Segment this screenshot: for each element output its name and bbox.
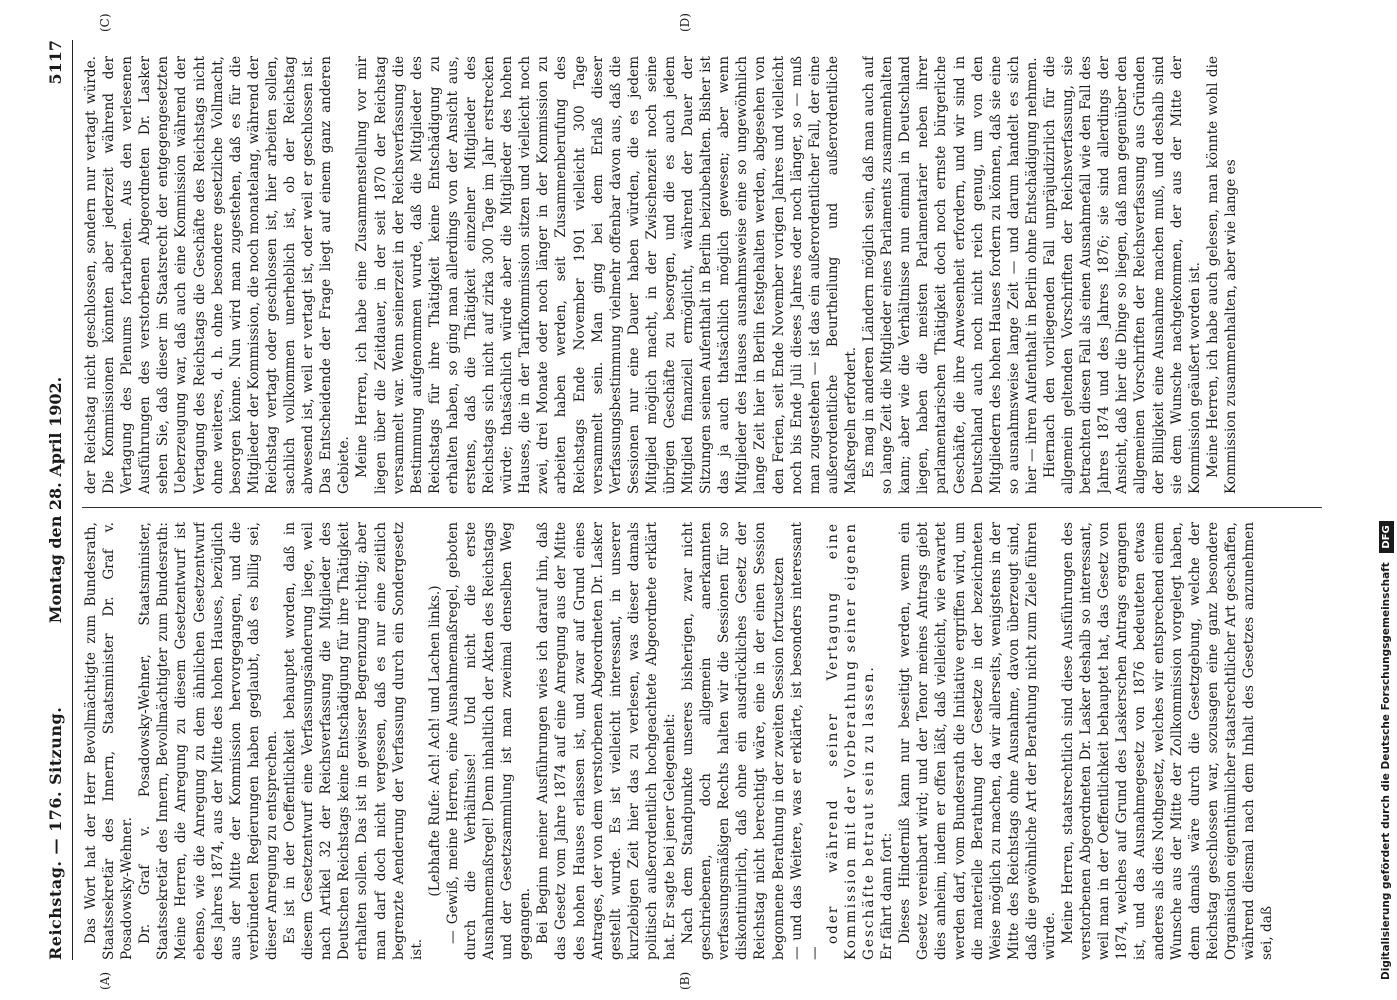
interjection: (Lebhafte Rufe: Ach! Ach! und Lachen links.) — [426, 585, 443, 897]
margin-marker-a: (A) — [98, 971, 112, 990]
paragraph: Bei Beginn meiner Ausführungen wies ich darauf hin, daß das Gesetz vom Jahre 1874 auf eine Anregung aus der Mitte des hohen Hauses erlassen ist, und zwar auf Grund eines Antrages, der von dem verstorbenen Abgeordneten Dr. Lasker gestellt wurde. Es ist vielleicht interessant, in unserer kurzlebigen Zeit hier das zu verlesen, was dieser damals politisch außerordentlich hochgeachtete Abgeordnete erklärt hat. Er sagte bei jener Gelegenheit: — [535, 522, 678, 960]
paragraph: — Gewiß, meine Herren, eine Ausnahmemaßregel, geboten durch die Verhältnisse! Und nicht die erste Ausnahmemaßregel! Denn inhaltlich der Akten des Reichstags und der Gesetzsammlung ist man zweimal denselben Weg gegangen. — [444, 522, 534, 960]
paragraph: Es ist in der Oeffentlichkeit behauptet worden, daß in diesem Gesetzentwurf eine Verfassungsänderung liege, weil nach Artikel 32 der Reichsverfassung die Mitglieder des Deutschen Reichstags keine Entschädigung für ihre Thätigkeit erhalten sollen. Das ist in gewisser Begrenzung richtig; aber man darf doch nicht vergessen, daß es nur eine zeitlich begrenzte Aenderung der Verfassung durch ein Sondergesetz ist. — [282, 522, 425, 960]
column-divider — [82, 507, 1322, 508]
page-header — [38, 40, 73, 960]
digitization-note-text — [1377, 20, 1395, 980]
right-column — [82, 56, 1322, 494]
margin-marker-b: (B) — [678, 971, 692, 990]
dfg-logo: DFG — [1379, 521, 1394, 552]
paragraph: der Reichstag nicht geschlossen, sondern nur vertagt würde. Die Kommissionen könnten aber jederzeit während der Vertagung des Plenums fortarbeiten. Aus den verlesenen Ausführungen des verstorbenen Abgeordneten Dr. Lasker sehen Sie, daß dieser im Staatsrecht der entgegengesetzten Ueberzeugung war, daß auch eine Kommission während der Vertagung des Reichstags die Geschäfte des Reichstags nicht ohne weiteres, d. h. ohne besondere gesetzliche Vollmacht, besorgen könne. Nun wird man zugestehen, daß es für die Mitglieder der Kommission, die noch monatelang, während der Reichstag vertagt oder geschlossen ist, hier arbeiten sollen, sachlich vollkommen unerheblich ist, ob der Reichstag abwesend ist, weil er vertagt ist, oder weil er geschlossen ist. Das Entscheidende der Frage liegt auf einem ganz anderen Gebiete. — [83, 56, 353, 494]
paragraph: Es mag in anderen Ländern möglich sein, daß man auch auf so lange Zeit die Mitglieder eines Parlaments zusammenhalten kann; aber wie die Verhältnisse nun einmal in Deutschland liegen, haben die meisten Parlamentarier neben ihrer parlamentarischen Thätigkeit doch noch ernste bürgerliche Geschäfte, die ihre Anwesenheit erfordern, und wir sind in Deutschland auch noch nicht reich genug, um von den Mitgliedern des hohen Hauses fordern zu können, daß sie eine so ausnahmsweise lange Zeit — und darum handelt es sich hier — ihren Aufenthalt in Berlin ohne Entschädigung nehmen. — [861, 56, 1040, 494]
paragraph: — und das Weitere, was er erklärte, ist besonders interessant — — [788, 522, 823, 960]
page-number: 5117 — [46, 40, 65, 85]
funding-text: Digitalisierung gefördert durch die Deutsche Forschungsgemeinschaft — [1380, 562, 1392, 980]
document-page — [38, 13, 1348, 990]
header-date: Montag den 28. April 1902. — [46, 376, 65, 624]
paragraph: Hiernach den vorliegenden Fall unpräjudizirlich für die allgemein geltenden Vorschriften der Reichsverfassung, sie betrachten diesen Fall als einen Ausnahmefall wie den Fall des Jahres 1874 und des Jahres 1876; sie sind allerdings der Ansicht, daß hier die Dinge so liegen, daß man gegenüber den allgemeinen Vorschriften der Reichsverfassung aus Gründen der Billigkeit eine Ausnahme machen muß, und deshalb sind sie dem Wunsche nachgekommen, der aus der Mitte der Kommission geäußert worden ist. — [1041, 56, 1203, 494]
margin-marker-c: (C) — [98, 13, 112, 32]
paragraph: Dr. Graf v. Posadowsky-Wehner, Staatsminister, Staatssekretär des Innern, Bevollmächtigter zum Bundesrath: Meine Herren, die Anregung zu diesem Gesetzentwurf ist ebenso, wie die Anregung zu dem ähnlichen Gesetzentwurf des Jahres 1874, aus der Mitte des hohen Hauses, bezüglich aus der Mitte der Kommission hervorgegangen, und die verbündeten Regierungen haben geglaubt, daß es billig sei, dieser Anregung zu entsprechen. — [137, 522, 280, 960]
paragraph: Meine Herren, staatsrechtlich sind diese Ausführungen des verstorbenen Abgeordneten Dr. Lasker deshalb so interessant, weil man in der Oeffentlichkeit behauptet hat, das Gesetz von 1874, welches auf Grund des Laskerschen Antrags ergangen ist, und das Ausnahmegesetz von 1876 bedeuteten etwas anderes als dies Nothgesetz, welches wir entsprechend einem Wunsche aus der Mitte der Zollkommission vorgelegt haben, denn damals wäre durch die Gesetzgebung, welche der Reichstag geschlossen war, sozusagen eine ganz besondere Organisation eigenthümlicher staatsrechtlicher Art geschaffen, während diesmal nach dem Inhalt des Gesetzes anzunehmen sei, daß — [1060, 522, 1276, 960]
paragraph: Meine Herren, ich habe auch gelesen, man könnte wohl die Kommission zusammenhalten, aber wie lange es — [1204, 56, 1239, 494]
paragraph: Er fährt dann fort: — [879, 832, 896, 960]
quotation: oder während seiner Vertagung eine Kommission mit der Vorberathung seiner eigenen Geschäfte betraut sein zu lassen. — [824, 522, 878, 960]
paragraph: Meine Herren, ich habe eine Zusammenstellung vor mir liegen über die Zeitdauer, in der seit 1870 der Reichstag versammelt war. Wenn seinerzeit in der Reichsverfassung die Bestimmung aufgenommen wurde, daß die Mitglieder des Reichstags für ihre Thätigkeit keine Entschädigung zu erhalten haben, so ging man allerdings von der Ansicht aus, erstens, daß die Thätigkeit einzelner Mitglieder des Reichstags sich nicht auf zirka 300 Tage im Jahr erstrecken würde; thatsächlich würde aber die Mitglieder des hohen Hauses, die in der Tarifkommission sitzen und vielleicht noch zwei, drei Monate oder noch länger in der Kommission zu arbeiten haben werden, seit Zusammenberufung des Reichstags Ende November 1901 vielleicht 300 Tage versammelt sein. Man ging bei dem Erlaß dieser Verfassungsbestimmung vielmehr offenbar davon aus, daß die Sessionen nur eine Dauer haben würden, die es jedem Mitglied möglich macht, in der Zwischenzeit noch seine übrigen Geschäfte zu besorgen, und die es auch jedem Mitglied finanziell ermöglicht, während der Dauer der Sitzungen seinen Aufenthalt in Berlin beizubehalten. Bisher ist das ja auch thatsächlich möglich gewesen; aber wenn Mitglieder des Hauses ausnahmsweise eine so ungewöhnlich lange Zeit hier in Berlin festgehalten werden, abgesehen von den Ferien, seit Ende November vorigen Jahres und vielleicht noch bis Ende Juli dieses Jahres oder noch länger, so — muß man zugestehen — ist das ein außerordentlicher Fall, der eine außerordentliche Beurtheilung und außerordentliche Maßregeln erfordert. — [354, 56, 859, 494]
margin-marker-d: (D) — [678, 13, 692, 32]
left-column — [82, 522, 1322, 960]
header-left: Reichstag. — 176. Sitzung. — [46, 706, 65, 960]
quotation: Nach dem Standpunkte unseres bisherigen, zwar nicht geschriebenen, doch allgemein anerkannten verfassungsmäßigen Rechts halten wir die Sessionen für so diskontinuirlich, daß ohne ein ausdrückliches Gesetz der Reichstag nicht berechtigt wäre, eine in der einen Session begonnene Berathung in der zweiten Session fortzusetzen — [680, 522, 787, 960]
paragraph: Das Wort hat der Herr Bevollmächtigte zum Bundesrath, Staatssekretär des Innern, Staatsminister Dr. Graf v. Posadowsky-Wehner. — [83, 522, 136, 960]
quotation: Dieses Hinderniß kann nur beseitigt werden, wenn ein Gesetz vereinbart wird; und der Tenor meines Antrags giebt dies anheim, indem er offen läßt, daß vielleicht, wie erwartet werden darf, vom Bundesrath die Initiative ergriffen wird, um die materielle Berathung der Gesetze in der bezeichneten Weise möglich zu machen, da wir allerseits, wenigstens in der Mitte des Reichstags ohne Ausnahme, davon überzeugt sind, daß die gewöhnliche Art der Berathung nicht zum Ziele führen würde. — [897, 522, 1058, 960]
digitization-note — [1377, 20, 1395, 980]
